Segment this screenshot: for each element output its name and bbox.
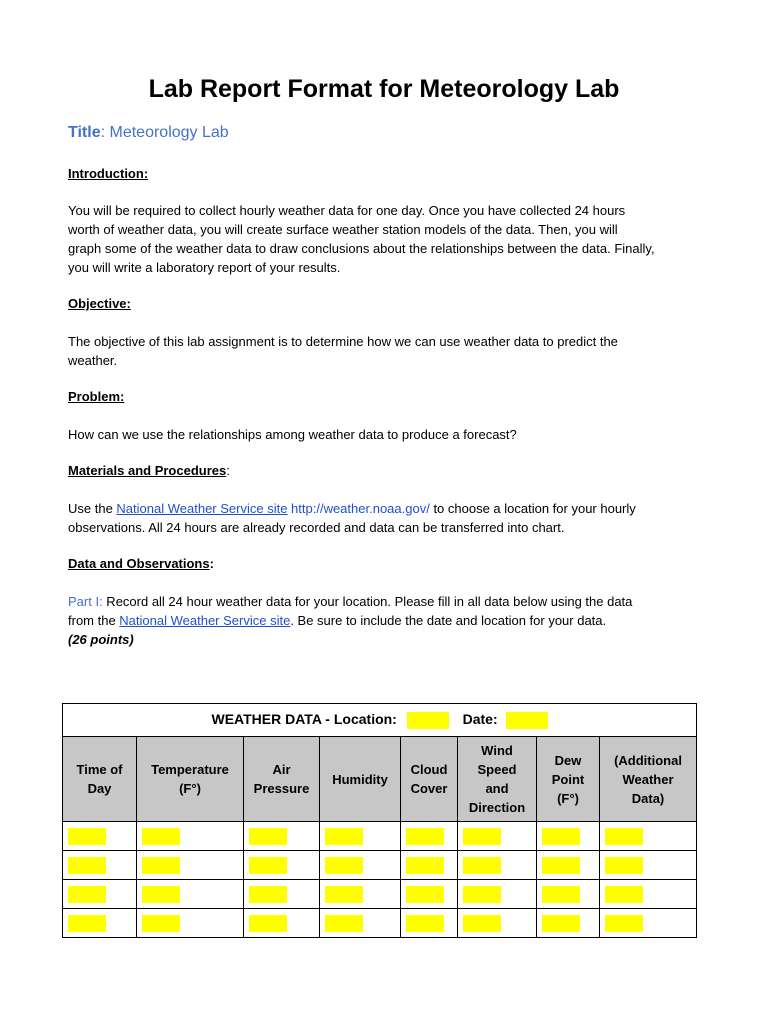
highlighted-input-field[interactable] — [605, 915, 643, 932]
table-cell — [244, 880, 320, 909]
highlighted-input-field[interactable] — [142, 828, 180, 845]
table-cell — [458, 822, 537, 851]
table-row — [63, 880, 697, 909]
table-cell — [63, 909, 137, 938]
part-line — [68, 611, 700, 630]
table-cell — [320, 909, 401, 938]
part-one-label: Part I: — [68, 594, 103, 609]
highlighted-input-field[interactable] — [406, 886, 444, 903]
data-colon: : — [209, 556, 214, 571]
table-cell — [63, 880, 137, 909]
table-cell — [537, 909, 600, 938]
objective-line: weather. — [68, 353, 118, 368]
part-post: . Be sure to include the date and location for your data. — [290, 613, 607, 628]
table-cell — [600, 880, 697, 909]
weather-data-table — [62, 703, 697, 938]
highlighted-input-field[interactable] — [142, 886, 180, 903]
introduction-text — [68, 201, 700, 277]
highlighted-input-field[interactable] — [68, 857, 106, 874]
data-heading: Data and Observations — [68, 556, 210, 571]
column-header-line: Point — [551, 771, 585, 787]
table-cell — [401, 822, 458, 851]
date-label: Date: — [462, 711, 498, 728]
column-header — [458, 737, 537, 822]
column-header-line: Cover — [410, 781, 448, 796]
highlighted-input-field[interactable] — [605, 886, 643, 903]
table-cell — [320, 822, 401, 851]
intro-line: you will write a laboratory report of your results. — [68, 260, 341, 275]
highlighted-input-field[interactable] — [542, 886, 580, 903]
column-header-line: Cloud — [410, 762, 448, 777]
title-value: : Meteorology Lab — [100, 124, 229, 141]
column-header-line: Direction — [468, 800, 526, 815]
table-cell — [244, 822, 320, 851]
nws-site-link-2[interactable]: National Weather Service site — [119, 613, 291, 628]
highlighted-input-field[interactable] — [325, 886, 363, 903]
highlighted-input-field[interactable] — [406, 915, 444, 932]
highlighted-input-field[interactable] — [68, 915, 106, 932]
column-header-line: (F°) — [179, 781, 201, 796]
column-header-line: Air — [272, 762, 291, 777]
introduction-heading: Introduction: — [68, 166, 149, 181]
table-cell — [401, 909, 458, 938]
table-title-row — [63, 704, 697, 737]
table-cell — [63, 851, 137, 880]
column-header-line: Time of — [76, 762, 123, 777]
location-label: WEATHER DATA - Location: — [211, 711, 397, 728]
date-field[interactable] — [506, 712, 548, 729]
column-header-line: (F°) — [557, 790, 579, 806]
highlighted-input-field[interactable] — [542, 857, 580, 874]
points-label: (26 points) — [68, 632, 134, 647]
intro-line: You will be required to collect hourly weather data for one day. Once you have collected 24 hours — [68, 203, 626, 218]
materials-heading-line — [68, 463, 230, 478]
column-header — [320, 737, 401, 822]
table-title-cell — [63, 704, 697, 737]
nws-site-link[interactable]: National Weather Service site — [116, 501, 288, 516]
highlighted-input-field[interactable] — [605, 857, 643, 874]
table-cell — [458, 909, 537, 938]
materials-pre: Use the — [68, 501, 117, 516]
highlighted-input-field[interactable] — [463, 828, 501, 845]
intro-line: graph some of the weather data to draw conclusions about the relationships between the data. Finally, — [68, 241, 655, 256]
column-header-line: Speed — [477, 762, 517, 777]
highlighted-input-field[interactable] — [325, 857, 363, 874]
column-header-line: Pressure — [253, 781, 310, 796]
table-row — [63, 851, 697, 880]
highlighted-input-field[interactable] — [142, 857, 180, 874]
highlighted-input-field[interactable] — [68, 828, 106, 845]
column-header — [63, 737, 137, 822]
table-cell — [63, 822, 137, 851]
highlighted-input-field[interactable] — [542, 915, 580, 932]
highlighted-input-field[interactable] — [325, 915, 363, 932]
column-header — [401, 737, 458, 822]
materials-colon: : — [226, 463, 230, 478]
problem-text: How can we use the relationships among weather data to produce a forecast? — [68, 427, 517, 442]
highlighted-input-field[interactable] — [325, 828, 363, 845]
materials-heading: Materials and Procedures — [68, 463, 227, 478]
highlighted-input-field[interactable] — [142, 915, 180, 932]
noaa-url-link[interactable]: http://weather.noaa.gov/ — [287, 501, 430, 516]
part-line — [68, 592, 700, 611]
problem-heading: Problem: — [68, 389, 125, 404]
materials-text — [68, 499, 700, 537]
highlighted-input-field[interactable] — [68, 886, 106, 903]
column-header-line: Data) — [631, 790, 665, 806]
table-cell — [320, 880, 401, 909]
column-header-line: Wind — [481, 743, 513, 758]
column-header — [537, 737, 600, 822]
title-label: Title — [68, 124, 101, 141]
part-one-text — [68, 592, 700, 649]
materials-post: to choose a location for your hourly — [429, 501, 636, 516]
table-cell — [401, 880, 458, 909]
column-header-line: Weather — [622, 771, 674, 787]
column-header — [244, 737, 320, 822]
highlighted-input-field[interactable] — [406, 828, 444, 845]
table-body — [63, 822, 697, 938]
table-cell — [537, 851, 600, 880]
highlighted-input-field[interactable] — [605, 828, 643, 845]
intro-line: worth of weather data, you will create surface weather station models of the data. Then, you will — [68, 222, 618, 237]
table-cell — [244, 851, 320, 880]
column-header-line: Dew — [554, 752, 582, 768]
table-cell — [320, 851, 401, 880]
location-field[interactable] — [407, 712, 449, 729]
table-cell — [137, 909, 244, 938]
highlighted-input-field[interactable] — [249, 886, 287, 903]
materials-line — [68, 499, 700, 518]
materials-line: observations. All 24 hours are already recorded and data can be transferred into chart. — [68, 520, 565, 535]
column-header-line: Temperature — [151, 762, 229, 777]
highlighted-input-field[interactable] — [463, 857, 501, 874]
part-text: Record all 24 hour weather data for your location. Please fill in all data below using the data — [102, 594, 633, 609]
highlighted-input-field[interactable] — [249, 828, 287, 845]
part-pre: from the — [68, 613, 120, 628]
table-cell — [137, 880, 244, 909]
table-cell — [537, 880, 600, 909]
column-header-line: (Additional — [614, 752, 682, 768]
highlighted-input-field[interactable] — [463, 915, 501, 932]
data-heading-line — [68, 556, 214, 571]
document-title: Lab Report Format for Meteorology Lab — [148, 75, 620, 103]
objective-text — [68, 332, 700, 370]
table-cell — [137, 822, 244, 851]
highlighted-input-field[interactable] — [463, 886, 501, 903]
table-cell — [244, 909, 320, 938]
table-cell — [458, 851, 537, 880]
highlighted-input-field[interactable] — [406, 857, 444, 874]
column-header — [137, 737, 244, 822]
table-cell — [600, 851, 697, 880]
column-header-line: and — [485, 781, 509, 796]
column-header-line: Humidity — [332, 771, 388, 787]
table-cell — [600, 822, 697, 851]
column-header-row — [63, 737, 697, 822]
highlighted-input-field[interactable] — [542, 828, 580, 845]
table-cell — [137, 851, 244, 880]
table-cell — [458, 880, 537, 909]
table-cell — [401, 851, 458, 880]
highlighted-input-field[interactable] — [249, 915, 287, 932]
column-header — [600, 737, 697, 822]
column-header-line: Day — [87, 781, 112, 796]
objective-heading: Objective: — [68, 296, 131, 311]
title-line — [68, 124, 229, 142]
objective-line: The objective of this lab assignment is to determine how we can use weather data to predict the — [68, 334, 618, 349]
table-row — [63, 822, 697, 851]
table-cell — [600, 909, 697, 938]
table-cell — [537, 822, 600, 851]
highlighted-input-field[interactable] — [249, 857, 287, 874]
table-row — [63, 909, 697, 938]
